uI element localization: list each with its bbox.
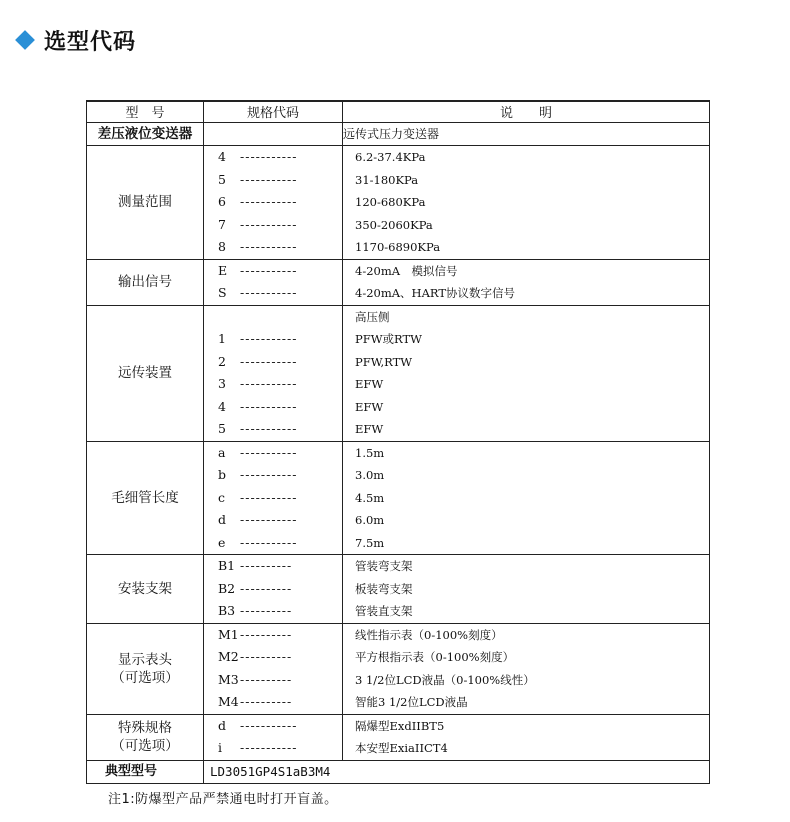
dash-leader: ----------- (240, 740, 298, 755)
group-codes (204, 714, 343, 760)
code-item (204, 646, 342, 669)
group-label (87, 623, 204, 714)
code-value: d (218, 512, 227, 527)
code-item (204, 624, 342, 647)
code-value: 4 (218, 398, 226, 414)
code-value: e (218, 534, 226, 550)
dash-leader: ----------- (240, 353, 298, 369)
description-item: 6.2-37.4KPa (355, 150, 426, 164)
product-code (204, 123, 343, 146)
code-value: 8 (218, 239, 226, 254)
code-item (204, 578, 342, 601)
code-item (204, 691, 342, 714)
code-value: i (218, 740, 222, 755)
description-item: 4.5m (355, 490, 385, 505)
typical-model: LD3051GP4S1aB3M4 (204, 760, 710, 783)
group-codes (204, 555, 343, 624)
group-codes (204, 259, 343, 305)
description-item: 120-680KPa (355, 195, 426, 209)
code-value: 5 (218, 421, 226, 436)
dash-leader: ---------- (240, 580, 293, 596)
description-item: 隔爆型ExdIIBT5 (355, 718, 445, 733)
group-label (87, 259, 204, 305)
section-title: 选型代码 (44, 29, 137, 55)
description-item: 4-20mA、HART协议数字信号 (355, 286, 516, 300)
code-value: a (218, 444, 226, 460)
group-descriptions (343, 623, 710, 714)
code-value: B2 (218, 580, 236, 596)
description-item: 4-20mA 模拟信号 (355, 263, 458, 278)
description-item: PFW或RTW (355, 332, 422, 346)
dash-leader: ----------- (240, 216, 298, 232)
group-label (87, 305, 204, 441)
code-value: E (218, 262, 228, 278)
header-desc: 说 明 (343, 101, 710, 123)
group-label (87, 714, 204, 760)
dash-leader: ---------- (240, 558, 293, 573)
code-item (204, 600, 342, 623)
code-item (204, 464, 342, 487)
code-item (204, 669, 342, 692)
code-item (204, 487, 342, 510)
dash-leader: ----------- (240, 467, 298, 482)
group-codes (204, 441, 343, 555)
dash-leader: ----------- (240, 331, 298, 346)
description-item: 1.5m (355, 445, 385, 460)
dash-leader: ---------- (240, 671, 293, 687)
description-item: 3 1/2位LCD液晶（0-100%线性） (355, 672, 535, 687)
dash-leader: ----------- (240, 149, 298, 164)
description-item: EFW (355, 399, 384, 414)
dash-leader: ----------- (240, 444, 298, 460)
dash-leader: ----------- (240, 239, 298, 254)
description-item: 管装弯支架 (355, 559, 413, 573)
code-value: 7 (218, 216, 226, 232)
code-value: 5 (218, 171, 226, 187)
dash-leader: ----------- (240, 398, 298, 414)
code-value: M4 (218, 694, 239, 709)
product-label: 差压液位变送器 (87, 123, 204, 146)
code-value: M1 (218, 626, 239, 642)
code-value: c (218, 489, 226, 505)
dash-leader: ----------- (240, 262, 298, 278)
group-descriptions (343, 555, 710, 624)
group-descriptions (343, 441, 710, 555)
dash-leader: ---------- (240, 649, 293, 664)
code-item (204, 351, 342, 374)
code-item (204, 532, 342, 555)
code-value: b (218, 467, 227, 482)
code-value: S (218, 285, 227, 300)
dash-leader: ----------- (240, 489, 298, 505)
group-label (87, 146, 204, 260)
spec-group-row (87, 555, 710, 624)
group-label-line: 输出信号 (118, 274, 172, 290)
description-item: 7.5m (355, 535, 385, 550)
spec-group-row (87, 146, 710, 260)
code-item (204, 282, 342, 305)
code-item (204, 191, 342, 214)
code-item (204, 396, 342, 419)
dash-leader: ----------- (240, 534, 298, 550)
spec-group-row (87, 623, 710, 714)
diamond-bullet-icon (15, 30, 35, 50)
group-label-line: 远传装置 (118, 365, 172, 381)
description-item: 31-180KPa (355, 172, 419, 187)
code-value: 4 (218, 149, 226, 164)
group-descriptions (343, 714, 710, 760)
spec-group-row (87, 259, 710, 305)
code-value: M2 (218, 649, 239, 664)
group-label-line: （可选项） (111, 738, 179, 754)
product-desc: 远传式压力变送器 (343, 123, 710, 146)
dash-leader: ----------- (240, 376, 298, 391)
dash-leader: ----------- (240, 171, 298, 187)
code-item (204, 306, 342, 329)
code-value: 3 (218, 376, 226, 391)
description-item: 线性指示表（0-100%刻度） (355, 627, 503, 642)
code-item (204, 509, 342, 532)
dash-leader: ---------- (240, 694, 293, 709)
group-label-line: （可选项） (111, 669, 179, 686)
description-item: EFW (355, 422, 384, 436)
dash-leader: ----------- (240, 194, 298, 209)
code-value: 6 (218, 194, 226, 209)
description-item: 3.0m (355, 468, 385, 482)
group-label-line: 显示表头 (118, 651, 172, 668)
dash-leader: ----------- (240, 512, 298, 527)
description-item: 6.0m (355, 513, 385, 527)
section-heading (14, 26, 136, 54)
header-type: 型 号 (87, 101, 204, 123)
dash-leader: ---------- (240, 626, 293, 642)
selection-code-table (86, 100, 710, 784)
group-codes (204, 623, 343, 714)
code-item (204, 737, 342, 760)
dash-leader: ---------- (240, 603, 293, 618)
description-item: 管装直支架 (355, 604, 413, 618)
product-row (87, 123, 710, 146)
code-item (204, 214, 342, 237)
code-item (204, 373, 342, 396)
group-label-line: 特殊规格 (118, 720, 172, 736)
code-value: 1 (218, 331, 226, 346)
group-descriptions (343, 305, 710, 441)
code-value: d (218, 717, 227, 733)
spec-group-row (87, 441, 710, 555)
code-item (204, 328, 342, 351)
group-descriptions (343, 259, 710, 305)
code-value: B3 (218, 603, 236, 618)
code-item (204, 715, 342, 738)
code-item (204, 169, 342, 192)
code-value: 2 (218, 353, 226, 369)
code-item (204, 260, 342, 283)
description-item: EFW (355, 377, 384, 391)
group-label-line: 测量范围 (118, 194, 172, 211)
code-value: B1 (218, 558, 236, 573)
code-item (204, 418, 342, 441)
description-item: 板装弯支架 (355, 581, 413, 596)
code-item (204, 555, 342, 578)
code-item (204, 442, 342, 465)
description-item: 本安型ExiaIICT4 (355, 741, 448, 755)
dash-leader: ----------- (240, 285, 298, 300)
table-header-row (87, 101, 710, 123)
group-codes (204, 305, 343, 441)
dash-leader: ----------- (240, 717, 298, 733)
code-item (204, 236, 342, 259)
group-label-line: 安装支架 (118, 580, 172, 597)
typical-row (87, 760, 710, 783)
group-codes (204, 146, 343, 260)
spec-group-row (87, 305, 710, 441)
group-label (87, 555, 204, 624)
spec-group-row (87, 714, 710, 760)
description-item: 1170-6890KPa (355, 240, 441, 254)
code-item (204, 146, 342, 169)
group-descriptions (343, 146, 710, 260)
code-value: M3 (218, 671, 239, 687)
typical-label: 典型型号 (87, 760, 204, 783)
description-item: 平方根指示表（0-100%刻度） (355, 650, 515, 664)
header-code: 规格代码 (204, 101, 343, 123)
dash-leader: ----------- (240, 421, 298, 436)
group-label-line: 毛细管长度 (111, 489, 179, 506)
group-label (87, 441, 204, 555)
description-item: 高压侧 (355, 309, 390, 324)
description-item: 智能3 1/2位LCD液晶 (355, 695, 468, 709)
description-item: PFW,RTW (355, 354, 413, 369)
footnote: 注1:防爆型产品严禁通电时打开盲盖。 (108, 792, 338, 807)
description-item: 350-2060KPa (355, 217, 433, 232)
